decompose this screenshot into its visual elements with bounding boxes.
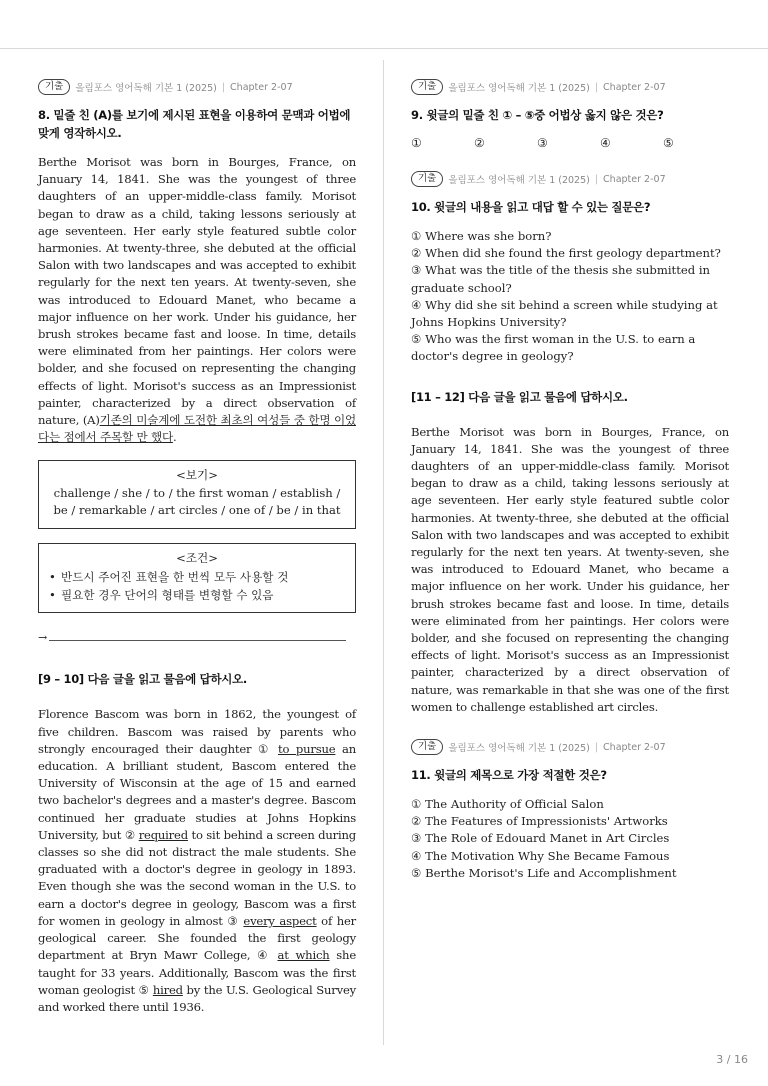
answer-line[interactable] bbox=[38, 631, 356, 644]
source-chapter: Chapter 2-07 bbox=[230, 81, 293, 93]
underline-2: required bbox=[138, 827, 188, 842]
bogi-box bbox=[38, 460, 356, 529]
option-item[interactable]: ③ The Role of Edouard Manet in Art Circles bbox=[411, 831, 670, 846]
choice-option[interactable]: ④ bbox=[600, 136, 611, 150]
underline-4: at which bbox=[277, 948, 330, 963]
source-chapter: Chapter 2-07 bbox=[603, 173, 666, 185]
question-8-passage: Berthe Morisot was born in Bourges, France, on January 14, 1841. She was the youngest of three daughters of an upper-middle-class family. Morisot began to draw as a child, taking lessons seriously at age seventeen. Her early style featured subtle color harmonies. At twenty-three, she debuted at the official Salon with two landscapes and was accepted to exhibit regularly for the next ten years. At twenty-seven, she was introduced to Edouard Manet, who became a major influence on her work. Under his guidance, her brush strokes became fast and loose. In time, details were eliminated from her paintings. Her colors were bolder, and she focused on representing the changing effects of light. Morisot's success as an Impressionist painter, characterized by a direct observation of nature, (A)기존의 미술계에 도전한 최초의 여성들 중 한명 이었다는 점에서 주목할 만 했다. bbox=[38, 155, 357, 445]
question-10-options bbox=[411, 228, 729, 366]
choice-option[interactable]: ⑤ bbox=[663, 136, 674, 150]
source-tag: 기출 bbox=[38, 79, 70, 95]
source-row-q10: 기출 올림포스 영어독해 기본 1 (2025) | Chapter 2-07 bbox=[411, 170, 729, 188]
column-divider bbox=[383, 60, 384, 1045]
option-item[interactable]: ① The Authority of Official Salon bbox=[411, 797, 604, 812]
source-tag: 기출 bbox=[411, 739, 443, 755]
question-10-title: 10. 윗글의 내용을 읽고 대답 할 수 있는 질문은? bbox=[411, 200, 651, 214]
source-tag: 기출 bbox=[411, 79, 443, 95]
condition-list bbox=[49, 569, 345, 604]
section-11-12-title: [11 – 12] 다음 글을 읽고 물음에 답하시오. bbox=[411, 389, 628, 404]
marker-5: ⑤ bbox=[138, 982, 150, 997]
option-item[interactable]: ② The Features of Impressionists' Artworks bbox=[411, 814, 668, 829]
source-chapter: Chapter 2-07 bbox=[603, 81, 666, 93]
option-item[interactable]: ① Where was she born? bbox=[411, 229, 552, 243]
right-column bbox=[411, 78, 729, 882]
condition-item: • 반드시 주어진 표현을 한 번씩 모두 사용할 것 bbox=[49, 569, 345, 587]
section-9-10-title: [9 – 10] 다음 글을 읽고 물음에 답하시오. bbox=[38, 672, 247, 687]
option-item[interactable]: ④ The Motivation Why She Became Famous bbox=[411, 848, 670, 863]
question-8-title: 8. 밑줄 친 (A)를 보기에 제시된 표현을 이용하여 문맥과 어법에 맞게 영작하시오. bbox=[38, 108, 351, 140]
condition-box bbox=[38, 543, 356, 614]
source-book: 올림포스 영어독해 기본 1 (2025) bbox=[448, 175, 590, 186]
underline-5: hired bbox=[152, 982, 183, 997]
source-chapter: Chapter 2-07 bbox=[603, 741, 666, 753]
option-item[interactable]: ③ What was the title of the thesis she submitted in graduate school? bbox=[411, 263, 711, 295]
source-book: 올림포스 영어독해 기본 1 (2025) bbox=[448, 83, 590, 94]
header-rule bbox=[0, 48, 768, 49]
source-tag: 기출 bbox=[411, 171, 443, 187]
option-item[interactable]: ⑤ Berthe Morisot's Life and Accomplishment bbox=[411, 865, 677, 880]
section-9-10-passage: Florence Bascom was born in 1862, the youngest of five children. Bascom was raised by parents who strongly encouraged their daughter ① to pursue an education. A brilliant student, Bascom entered the University of Wisconsin at the age of 15 and earned two bachelor's degrees and a master's degree. Bascom continued her graduate studies at Johns Hopkins University, but ② required to sit behind a screen during classes so she did not distract the male students. She graduated with a doctor's degree in geology in 1893. Even though she was the second woman in the U.S. to earn a doctor's degree in geology, Bascom was a first for women in geology in almost ③ every aspect of her geological career. She founded the first geology department at Bryn Mawr College, ④ at which she taught for 33 years. Additionally, Bascom was the first woman geologist ⑤ hired by the U.S. Geological Survey and worked there until 1936. bbox=[38, 707, 356, 1014]
underline-3: every aspect bbox=[243, 913, 317, 928]
question-9-title: 9. 윗글의 밑줄 친 ① – ⑤중 어법상 옳지 않은 것은? bbox=[411, 108, 664, 122]
passage-text: Berthe Morisot was born in Bourges, France, on January 14, 1841. She was the youngest of three daughters of an upper-middle-class family. Morisot began to draw as a child, taking lessons seriously at age seventeen. Her early style featured subtle color harmonies. At twenty-three, she debuted at the official Salon with two landscapes and was accepted to exhibit regularly for the next ten years. At twenty-seven, she was introduced to Edouard Manet, who became a major influence on her work. Under his guidance, her brush strokes became fast and loose. In time, details were eliminated from her paintings. Her colors were bolder, and she focused on representing the changing effects of light. Morisot's success as an Impressionist painter, characterized by a direct observation of nature, bbox=[38, 155, 356, 428]
arrow-icon: → bbox=[38, 631, 48, 645]
option-item[interactable]: ④ Why did she sit behind a screen while studying at Johns Hopkins University? bbox=[411, 297, 718, 330]
underline-1: to pursue bbox=[278, 741, 336, 756]
question-9-choices bbox=[411, 136, 729, 150]
source-book: 올림포스 영어독해 기본 1 (2025) bbox=[75, 83, 217, 94]
passage-marker-a: (A) bbox=[82, 413, 100, 428]
choice-option[interactable]: ① bbox=[411, 136, 422, 150]
page-number: 3 / 16 bbox=[716, 1053, 748, 1066]
choice-option[interactable]: ③ bbox=[537, 136, 548, 150]
marker-1: ① bbox=[258, 741, 272, 756]
underlined-part-a: 기존의 미술계에 도전한 최초의 여성들 중 한명 이었다는 점에서 주목할 만 했다 bbox=[38, 413, 357, 445]
bogi-text: challenge / she / to / the first woman / establish / be / remarkable / art circles / one of / be / in that bbox=[53, 485, 341, 518]
left-column bbox=[38, 78, 356, 1016]
option-item[interactable]: ② When did she found the first geology department? bbox=[411, 246, 721, 261]
source-row-q9: 기출 올림포스 영어독해 기본 1 (2025) | Chapter 2-07 bbox=[411, 78, 729, 96]
bogi-title: <보기> bbox=[176, 468, 218, 483]
section-11-12-passage: Berthe Morisot was born in Bourges, France, on January 14, 1841. She was the youngest of three daughters of an upper-middle-class family. Morisot began to draw as a child, taking lessons seriously at age seventeen. Her early style featured subtle color harmonies. At twenty-three, she debuted at the official Salon with two landscapes and was accepted to exhibit regularly for the next ten years. At twenty-seven, she was introduced to Edouard Manet, who became a major influence on her work. Under his guidance, her brush strokes became fast and loose. In time, details were eliminated from her paintings. Her colors were bolder, and she focused on representing the changing effects of light. Morisot's success as an Impressionist painter, characterized by a direct observation of nature, was remarkable in that she was one of the first women to challenge established art circles. bbox=[411, 424, 729, 714]
marker-2: ② bbox=[124, 827, 136, 842]
choice-option[interactable]: ② bbox=[474, 136, 485, 150]
source-row-q11: 기출 올림포스 영어독해 기본 1 (2025) | Chapter 2-07 bbox=[411, 738, 729, 756]
source-row-q8: 기출 올림포스 영어독해 기본 1 (2025) | Chapter 2-07 bbox=[38, 78, 356, 96]
question-11-options bbox=[411, 796, 729, 882]
marker-4: ④ bbox=[257, 948, 271, 963]
source-book: 올림포스 영어독해 기본 1 (2025) bbox=[448, 743, 590, 755]
condition-title: <조건> bbox=[176, 550, 218, 565]
condition-item: • 필요한 경우 단어의 형태를 변형할 수 있음 bbox=[49, 587, 345, 605]
marker-3: ③ bbox=[227, 913, 239, 928]
option-item[interactable]: ⑤ Who was the first woman in the U.S. to earn a doctor's degree in geology? bbox=[411, 332, 696, 364]
answer-blank[interactable] bbox=[49, 639, 346, 641]
question-11-title: 11. 윗글의 제목으로 가장 적절한 것은? bbox=[411, 768, 607, 783]
